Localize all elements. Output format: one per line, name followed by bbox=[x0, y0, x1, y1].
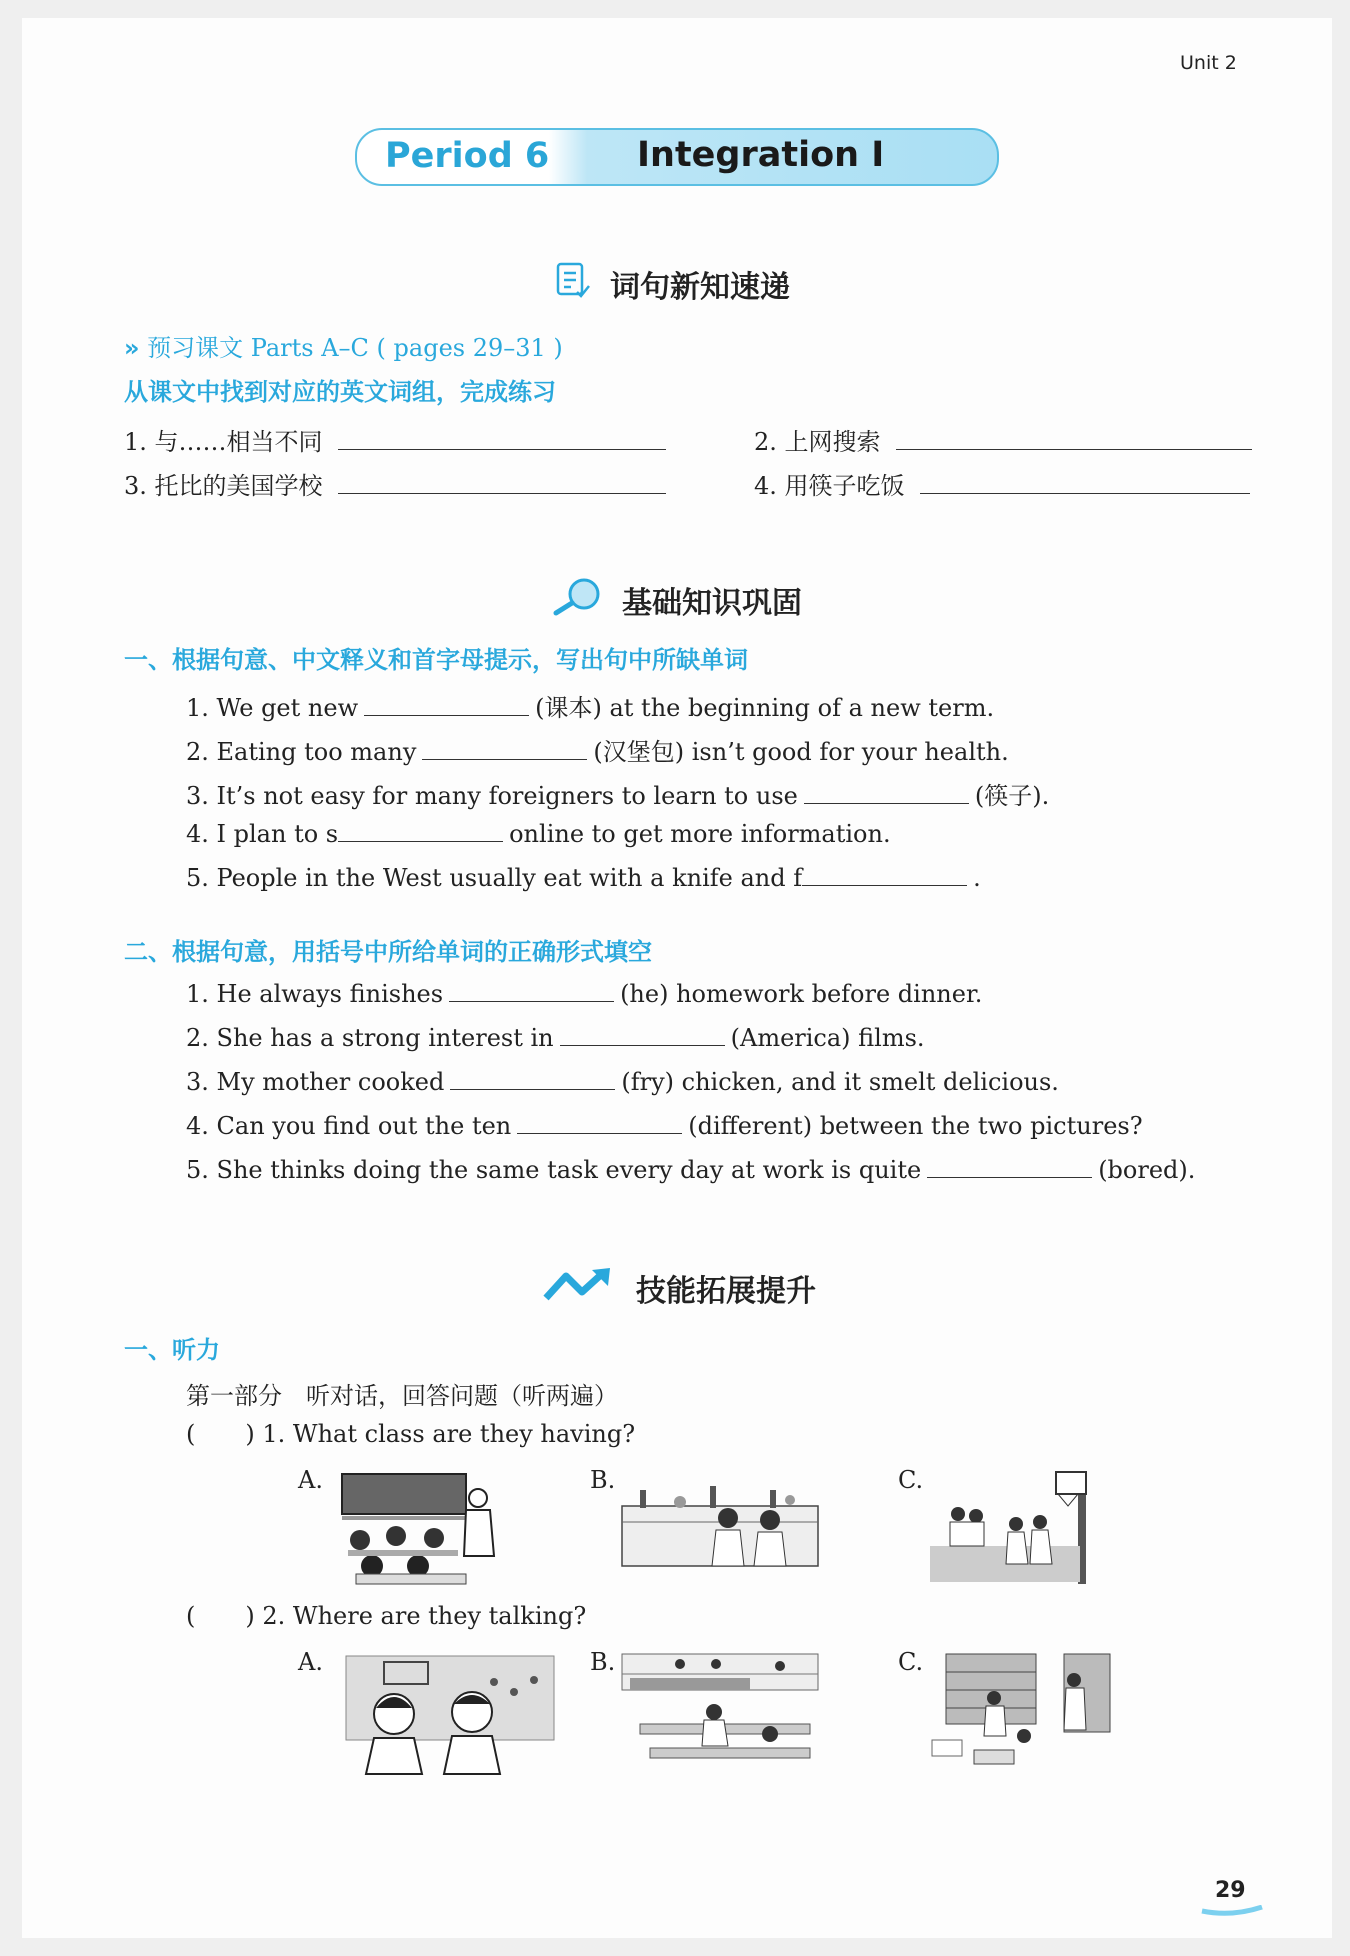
fill-item-b2 bbox=[186, 1024, 925, 1052]
answer-blank[interactable] bbox=[422, 739, 587, 760]
answer-blank[interactable] bbox=[338, 821, 503, 842]
answer-paren-open[interactable]: ( bbox=[186, 1602, 196, 1630]
period-label: Period 6 bbox=[385, 136, 550, 176]
magnifier-icon bbox=[552, 576, 604, 620]
phrase-item-text: 4. 用筷子吃饭 bbox=[754, 472, 905, 500]
q2-option-a-label: A. bbox=[298, 1648, 323, 1676]
period-title: Integration I bbox=[637, 135, 885, 175]
fill-item-b4 bbox=[186, 1112, 1143, 1140]
item-stem: 2. She has a strong interest in bbox=[186, 1024, 554, 1052]
section-heading-basics: 基础知识巩固 bbox=[622, 586, 802, 621]
item-stem: 1. We get new bbox=[186, 694, 359, 722]
phrase-item-4 bbox=[754, 466, 1250, 501]
q2-option-c-label: C. bbox=[898, 1648, 924, 1676]
item-tail: (汉堡包) isn’t good for your health. bbox=[593, 738, 1009, 766]
item-stem: 3. It’s not easy for many foreigners to learn to use bbox=[186, 782, 798, 810]
fill-item-a2 bbox=[186, 732, 1009, 767]
library-picture[interactable] bbox=[924, 1650, 1114, 1778]
answer-paren-close[interactable]: ) bbox=[245, 1420, 255, 1448]
q1-option-b-label: B. bbox=[590, 1466, 616, 1494]
section-heading-new-words: 词句新知速递 bbox=[610, 270, 790, 305]
q1-option-c-label: C. bbox=[898, 1466, 924, 1494]
fill-item-b1 bbox=[186, 980, 982, 1008]
question-text: 2. Where are they talking? bbox=[262, 1602, 587, 1630]
question-text: 1. What class are they having? bbox=[262, 1420, 636, 1448]
fill-item-a3 bbox=[186, 776, 1049, 811]
q2-option-b-label: B. bbox=[590, 1648, 616, 1676]
science-lab-picture[interactable] bbox=[620, 1466, 820, 1588]
period-banner bbox=[355, 128, 999, 186]
classroom-picture[interactable] bbox=[338, 1470, 510, 1592]
phrase-item-3 bbox=[124, 466, 666, 501]
page-number: 29 bbox=[1215, 1878, 1246, 1903]
answer-blank[interactable] bbox=[449, 981, 614, 1002]
answer-blank[interactable] bbox=[338, 427, 666, 450]
answer-blank[interactable] bbox=[450, 1069, 615, 1090]
item-stem: 2. Eating too many bbox=[186, 738, 417, 766]
dining-hall-picture[interactable] bbox=[620, 1650, 820, 1776]
phrase-item-2 bbox=[754, 422, 1252, 457]
item-tail: . bbox=[973, 864, 981, 892]
answer-blank[interactable] bbox=[517, 1113, 682, 1134]
section-heading-skills: 技能拓展提升 bbox=[636, 1274, 816, 1309]
listening-title: 一、听力 bbox=[124, 1336, 220, 1364]
phrase-item-text: 2. 上网搜索 bbox=[754, 428, 881, 456]
q1-option-a-label: A. bbox=[298, 1466, 323, 1494]
preview-line bbox=[124, 328, 563, 363]
listening-part1: 第一部分 听对话，回答问题（听两遍） bbox=[186, 1382, 618, 1410]
part-a-title: 一、根据句意、中文释义和首字母提示，写出句中所缺单词 bbox=[124, 646, 748, 674]
item-tail: (different) between the two pictures? bbox=[688, 1112, 1143, 1140]
answer-blank[interactable] bbox=[338, 471, 666, 494]
phrase-item-text: 1. 与……相当不同 bbox=[124, 428, 323, 456]
item-tail: (bored). bbox=[1098, 1156, 1196, 1184]
answer-blank[interactable] bbox=[927, 1157, 1092, 1178]
section1-instruction: 从课文中找到对应的英文词组，完成练习 bbox=[124, 378, 556, 406]
fill-item-a5 bbox=[186, 864, 981, 892]
item-tail: (fry) chicken, and it smelt delicious. bbox=[621, 1068, 1059, 1096]
answer-paren-close[interactable]: ) bbox=[245, 1602, 255, 1630]
question-1 bbox=[186, 1420, 635, 1448]
item-stem: 4. I plan to s bbox=[186, 820, 339, 848]
item-tail: (he) homework before dinner. bbox=[620, 980, 983, 1008]
answer-blank[interactable] bbox=[802, 865, 967, 886]
notes-icon bbox=[555, 262, 591, 304]
double-chevron-icon: » bbox=[124, 334, 140, 362]
phrase-item-1 bbox=[124, 422, 666, 457]
item-stem: 4. Can you find out the ten bbox=[186, 1112, 512, 1140]
unit-label: Unit 2 bbox=[1180, 52, 1237, 74]
preview-text: 预习课文 Parts A–C ( pages 29–31 ) bbox=[147, 334, 563, 362]
answer-blank[interactable] bbox=[896, 427, 1252, 450]
item-tail: (课本) at the beginning of a new term. bbox=[535, 694, 995, 722]
answer-blank[interactable] bbox=[364, 695, 529, 716]
answer-paren-open[interactable]: ( bbox=[186, 1420, 196, 1448]
item-tail: (America) films. bbox=[730, 1024, 925, 1052]
fill-item-a1 bbox=[186, 688, 994, 723]
item-stem: 5. She thinks doing the same task every day at work is quite bbox=[186, 1156, 922, 1184]
item-stem: 3. My mother cooked bbox=[186, 1068, 445, 1096]
answer-blank[interactable] bbox=[920, 471, 1250, 494]
question-2 bbox=[186, 1602, 586, 1630]
answer-blank[interactable] bbox=[804, 783, 969, 804]
item-stem: 1. He always finishes bbox=[186, 980, 444, 1008]
answer-blank[interactable] bbox=[560, 1025, 725, 1046]
fill-item-a4 bbox=[186, 820, 891, 848]
page-number-swoosh bbox=[1200, 1902, 1264, 1921]
part-b-title: 二、根据句意，用括号中所给单词的正确形式填空 bbox=[124, 938, 652, 966]
item-tail: online to get more information. bbox=[509, 820, 891, 848]
phrase-item-text: 3. 托比的美国学校 bbox=[124, 472, 323, 500]
fill-item-b5 bbox=[186, 1156, 1195, 1184]
trend-up-icon bbox=[542, 1266, 614, 1310]
playground-picture[interactable] bbox=[344, 1652, 556, 1780]
basketball-court-picture[interactable] bbox=[928, 1464, 1104, 1590]
item-tail: (筷子). bbox=[974, 782, 1050, 810]
item-stem: 5. People in the West usually eat with a knife and f bbox=[186, 864, 803, 892]
fill-item-b3 bbox=[186, 1068, 1059, 1096]
